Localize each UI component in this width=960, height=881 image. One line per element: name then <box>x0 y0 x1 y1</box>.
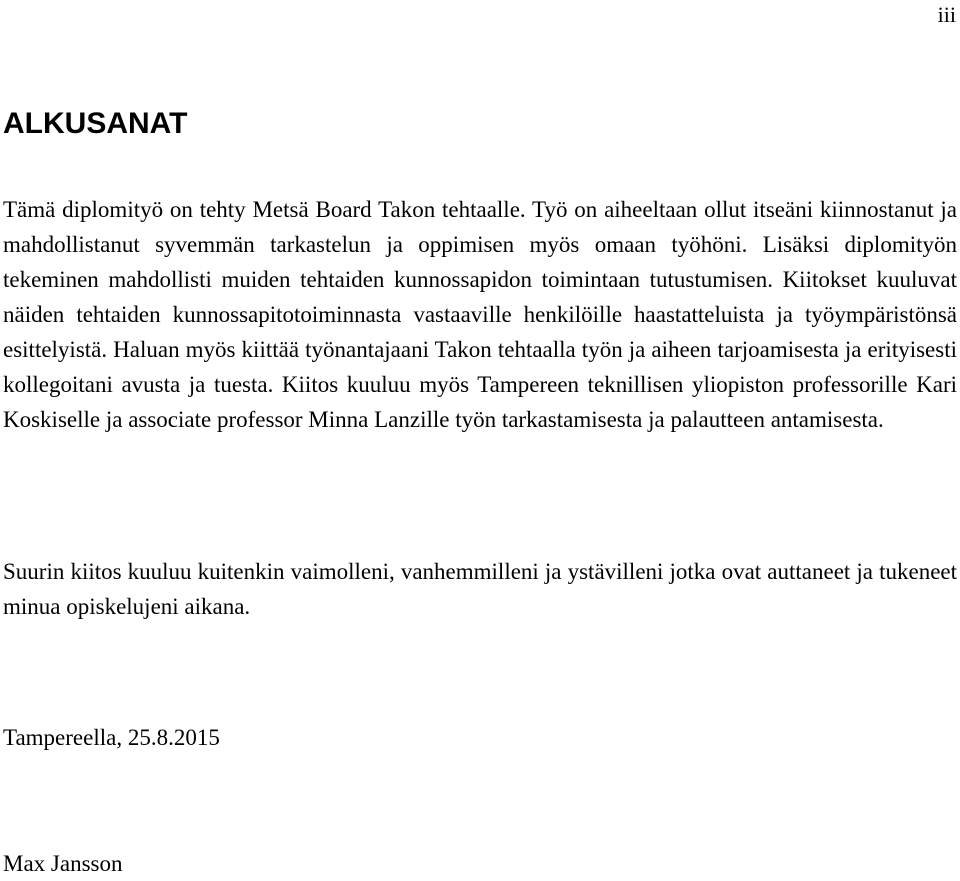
paragraph-acknowledgements: Tämä diplomityö on tehty Metsä Board Takon tehtaalle. Työ on aiheeltaan ollut itseäni kiinnostanut ja mahdollistanut syvemmän tarkastelun ja oppimisen myös omaan työhöni. Lisäksi diplomityön tekeminen mahdollisti muiden tehtaiden kunnossapidon toimintaan tutustumisen. Kiitokset kuuluvat näiden tehtaiden kunnossapitotoiminnasta vastaaville henkilöille haastatteluista ja työympäristönsä esittelyistä. Haluan myös kiittää työnantajaani Takon tehtaalla työn ja aiheen tarjoamisesta ja erityisesti kollegoitani avusta ja tuesta. Kiitos kuuluu myös Tampereen teknillisen yliopiston professorille Kari Koskiselle ja associate professor Minna Lanzille työn tarkastamisesta ja palautteen antamisesta. <box>3 197 957 432</box>
author-name: Max Jansson <box>3 851 123 876</box>
page-number: iii <box>937 2 956 27</box>
paragraph-thanks-family: Suurin kiitos kuuluu kuitenkin vaimolleni, vanhemmilleni ja ystävilleni jotka ovat auttaneet ja tukeneet minua opiskelujeni aikana. <box>3 559 957 619</box>
page-title: ALKUSANAT <box>3 107 188 140</box>
place-date: Tampereella, 25.8.2015 <box>3 725 220 750</box>
